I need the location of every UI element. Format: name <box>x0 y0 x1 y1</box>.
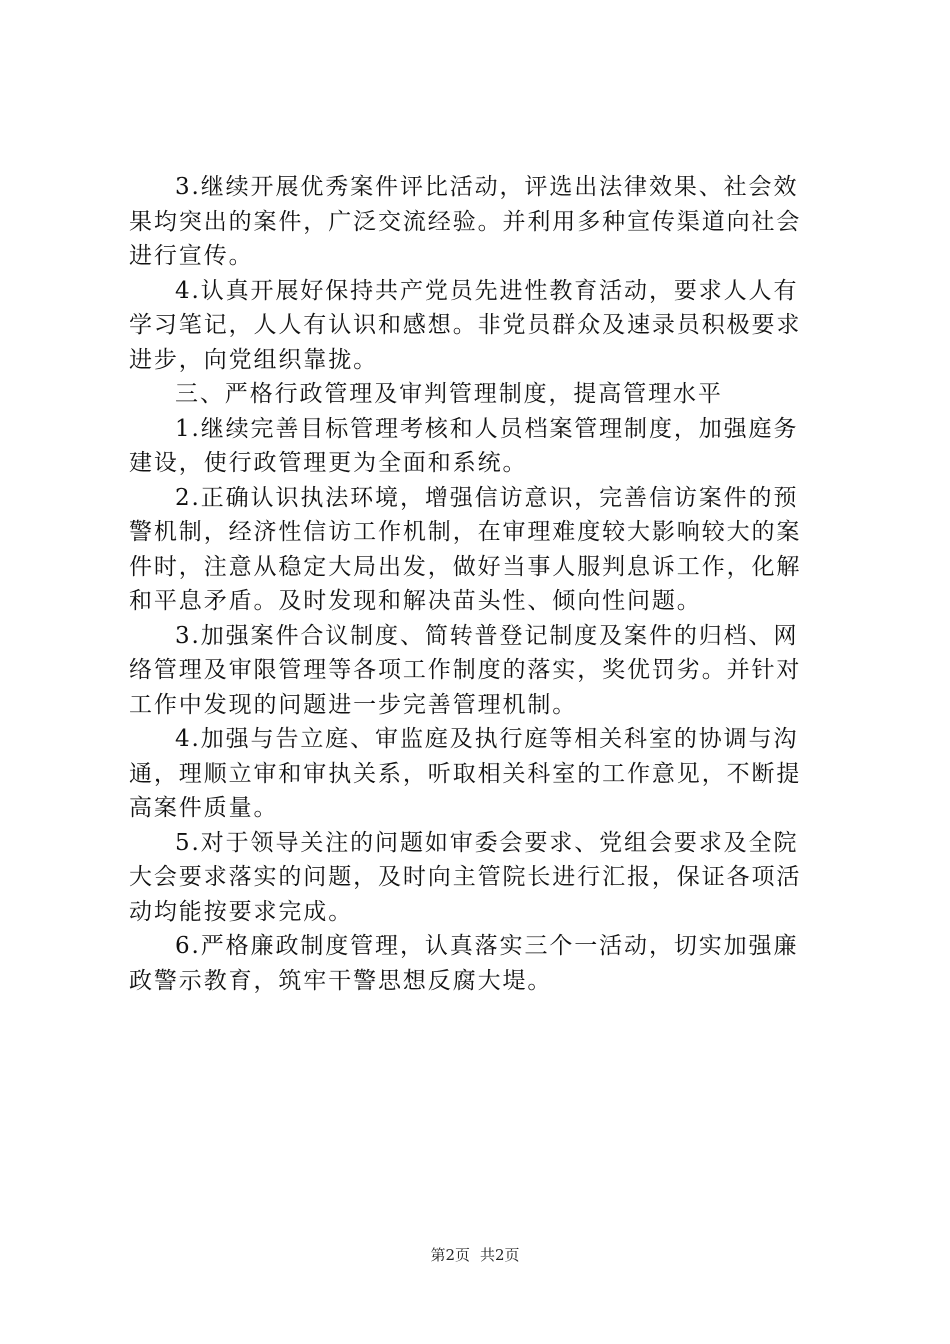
paragraph-line: 进行宣传。 <box>129 243 254 269</box>
paragraph-line: 5.对于领导关注的问题如审委会要求、党组会要求及全院 <box>175 829 799 856</box>
paragraph-line: 进步，向党组织靠拢。 <box>129 346 378 373</box>
paragraph-line: 果均突出的案件，广泛交流经验。并利用多种宣传渠道向社会 <box>129 208 802 235</box>
paragraph-line: 工作中发现的问题进一步完善管理机制。 <box>129 691 578 718</box>
paragraph-line: 高案件质量。 <box>129 795 279 821</box>
paragraph-line: 和平息矛盾。及时发现和解决苗头性、倾向性问题。 <box>129 588 702 614</box>
page-footer <box>0 1244 950 1265</box>
paragraph-line: 通，理顺立审和审执关系，听取相关科室的工作意见，不断提 <box>129 760 802 787</box>
paragraph-line: 大会要求落实的问题，及时向主管院长进行汇报，保证各项活 <box>129 864 802 890</box>
paragraph-line: 件时，注意从稳定大局出发，做好当事人服判息诉工作，化解 <box>129 553 802 580</box>
page-total: 共2页 <box>480 1246 520 1264</box>
paragraph-line: 6.严格廉政制度管理，认真落实三个一活动，切实加强廉 <box>175 933 799 959</box>
paragraph-line: 3.加强案件合议制度、简转普登记制度及案件的归档、网 <box>175 622 799 649</box>
paragraph-line: 建设，使行政管理更为全面和系统。 <box>129 450 528 476</box>
paragraph-line: 学习笔记，人人有认识和感想。非党员群众及速录员积极要求 <box>129 312 802 338</box>
paragraph-line: 警机制，经济性信访工作机制，在审理难度较大影响较大的案 <box>129 519 802 545</box>
paragraph-line: 4.加强与告立庭、审监庭及执行庭等相关科室的协调与沟 <box>175 726 799 752</box>
paragraph-line: 4.认真开展好保持共产党员先进性教育活动，要求人人有 <box>175 277 799 304</box>
paragraph-line: 动均能按要求完成。 <box>129 898 354 925</box>
paragraph-line: 政警示教育，筑牢干警思想反腐大堤。 <box>129 967 553 994</box>
paragraph-line: 3.继续开展优秀案件评比活动，评选出法律效果、社会效 <box>175 174 799 200</box>
paragraph-line: 络管理及审限管理等各项工作制度的落实，奖优罚劣。并针对 <box>129 657 802 683</box>
paragraph-line: 2.正确认识执法环境，增强信访意识，完善信访案件的预 <box>175 484 799 511</box>
document-body <box>129 170 833 998</box>
section-heading: 三、严格行政管理及审判管理制度，提高管理水平 <box>175 381 723 407</box>
page-number: 第2页 <box>430 1246 470 1264</box>
paragraph-line: 1.继续完善目标管理考核和人员档案管理制度，加强庭务 <box>175 415 799 442</box>
